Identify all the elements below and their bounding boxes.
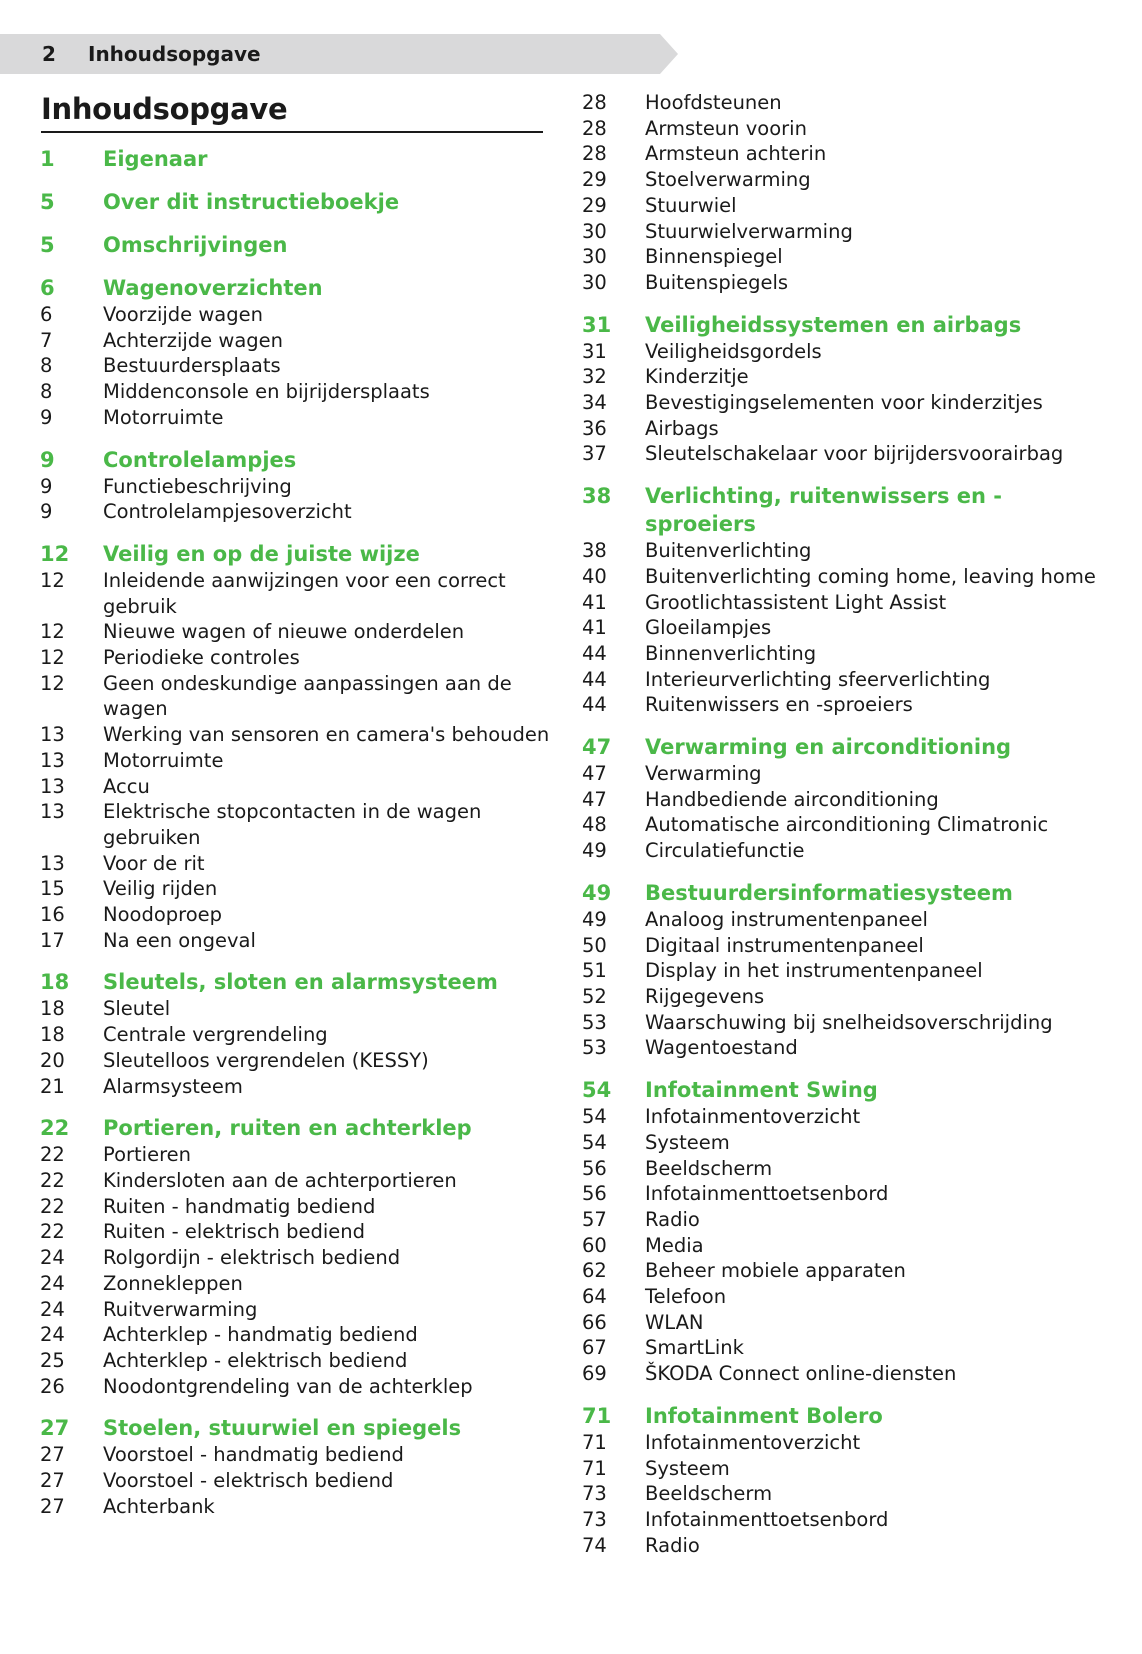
toc-page-number: 74	[582, 1533, 607, 1557]
toc-entry-title: Na een ongeval	[103, 928, 256, 952]
toc-entry-title: Sleutel	[103, 997, 171, 1021]
toc-page-number: 24	[40, 1323, 65, 1347]
toc-page-number: 29	[582, 193, 607, 217]
toc-entry-title: Bevestigingselementen voor kinderzitjes	[645, 391, 1043, 415]
toc-page-number: 40	[582, 564, 607, 588]
toc-entry-title: Radio	[645, 1207, 700, 1231]
toc-entry[interactable]	[40, 722, 560, 748]
toc-entry[interactable]	[40, 1374, 560, 1400]
toc-entry-title: Accu	[103, 774, 150, 798]
toc-entry[interactable]	[582, 141, 1102, 167]
toc-page-number: 73	[582, 1482, 607, 1506]
toc-page-number: 30	[582, 219, 607, 243]
toc-section-heading[interactable]	[40, 1114, 560, 1142]
toc-entry-title: Portieren	[103, 1143, 192, 1167]
toc-page-number: 1	[40, 147, 55, 171]
toc-entry-title: Elektrische stopcontacten in de wagen gebruiken	[103, 800, 482, 849]
toc-entry[interactable]	[40, 1074, 560, 1100]
toc-entry[interactable]	[582, 641, 1102, 667]
toc-entry-title: Wagentoestand	[645, 1036, 798, 1060]
toc-page-number: 54	[582, 1105, 607, 1129]
toc-entry[interactable]	[582, 90, 1102, 116]
header-title: Inhoudsopgave	[88, 42, 261, 66]
toc-entry[interactable]	[582, 812, 1102, 838]
toc-page-number: 71	[582, 1456, 607, 1480]
toc-entry[interactable]	[40, 1022, 560, 1048]
toc-entry[interactable]	[40, 1468, 560, 1494]
toc-page-number: 12	[40, 620, 65, 644]
toc-entry[interactable]	[582, 270, 1102, 296]
toc-entry[interactable]	[582, 984, 1102, 1010]
toc-entry-title: Verwarming en airconditioning	[645, 735, 1012, 760]
page-number: 2	[42, 42, 56, 66]
toc-page-number: 60	[582, 1233, 607, 1257]
toc-entry[interactable]	[40, 1494, 560, 1520]
toc-page-number: 31	[582, 312, 612, 337]
toc-entry-title: Sleutelloos vergrendelen (KESSY)	[103, 1048, 429, 1072]
toc-page-number: 49	[582, 907, 607, 931]
toc-section-heading[interactable]	[582, 1076, 1102, 1104]
page-title: Inhoudsopgave	[41, 92, 288, 126]
toc-page-number: 44	[582, 641, 607, 665]
toc-page-number: 49	[582, 839, 607, 863]
toc-entry-title: Automatische airconditioning Climatronic	[645, 813, 1049, 837]
toc-entry[interactable]	[40, 996, 560, 1022]
toc-entry-title: Nieuwe wagen of nieuwe onderdelen	[103, 620, 465, 644]
toc-section-heading[interactable]	[582, 482, 1102, 538]
toc-page-number: 27	[40, 1494, 65, 1518]
toc-entry[interactable]	[582, 1258, 1102, 1284]
toc-page-number: 9	[40, 500, 53, 524]
toc-page-number: 38	[582, 539, 607, 563]
toc-page-number: 71	[582, 1430, 607, 1454]
toc-entry-title: Analoog instrumentenpaneel	[645, 907, 928, 931]
toc-page-number: 28	[582, 91, 607, 114]
toc-entry[interactable]	[40, 499, 560, 525]
toc-page-number: 38	[582, 484, 612, 509]
toc-section-heading[interactable]	[40, 274, 560, 302]
toc-entry[interactable]	[582, 167, 1102, 193]
toc-page-number: 22	[40, 1168, 65, 1192]
toc-entry[interactable]	[582, 116, 1102, 142]
toc-entry[interactable]	[582, 787, 1102, 813]
toc-entry[interactable]	[582, 1361, 1102, 1387]
toc-entry[interactable]	[582, 1130, 1102, 1156]
toc-entry[interactable]	[582, 416, 1102, 442]
toc-section-heading[interactable]	[40, 1414, 560, 1442]
toc-entry[interactable]	[40, 1271, 560, 1297]
toc-entry-title: Stuurwiel	[645, 193, 737, 217]
toc-entry-title: WLAN	[645, 1310, 704, 1334]
toc-page-number: 25	[40, 1348, 65, 1372]
toc-entry-title: Media	[645, 1233, 704, 1257]
toc-entry-title: Grootlichtassistent Light Assist	[645, 590, 947, 614]
toc-page-number: 71	[582, 1403, 612, 1428]
toc-page-number: 41	[582, 616, 607, 640]
toc-section-heading[interactable]	[40, 231, 560, 259]
toc-entry-title: Wagenoverzichten	[103, 276, 323, 300]
toc-entry-title: Waarschuwing bij snelheidsoverschrijding	[645, 1010, 1053, 1034]
toc-entry-title: Infotainment Swing	[645, 1078, 878, 1103]
toc-page-number: 22	[40, 1143, 65, 1167]
toc-section-heading[interactable]	[40, 145, 560, 173]
toc-page-number: 13	[40, 800, 65, 824]
toc-entry-title: Hoofdsteunen	[645, 91, 782, 114]
toc-page-number: 31	[582, 339, 607, 363]
toc-page-number: 8	[40, 354, 53, 378]
toc-entry[interactable]	[582, 219, 1102, 245]
toc-page-number: 49	[582, 880, 612, 905]
toc-entry-title: Beheer mobiele apparaten	[645, 1259, 906, 1283]
toc-page-number: 54	[582, 1130, 607, 1154]
toc-page-number: 52	[582, 984, 607, 1008]
toc-entry[interactable]	[582, 1481, 1102, 1507]
toc-entry[interactable]	[40, 1194, 560, 1220]
toc-entry[interactable]	[582, 538, 1102, 564]
toc-entry-title: Stoelen, stuurwiel en spiegels	[103, 1416, 462, 1441]
toc-page-number: 53	[582, 1010, 607, 1034]
toc-entry-title: Bestuurdersplaats	[103, 354, 281, 378]
toc-entry-title: Gloeilampjes	[645, 616, 772, 640]
toc-entry-title: Infotainmentoverzicht	[645, 1430, 861, 1454]
toc-entry-title: Over dit instructieboekje	[103, 190, 400, 214]
toc-entry-title: Voorzijde wagen	[103, 303, 263, 326]
toc-page-number: 32	[582, 365, 607, 389]
toc-entry[interactable]	[582, 1335, 1102, 1361]
toc-entry-title: Voorstoel - elektrisch bediend	[103, 1469, 394, 1493]
toc-entry-title: Interieurverlichting sfeerverlichting	[645, 667, 991, 691]
toc-entry-title: Infotainmenttoetsenbord	[645, 1507, 889, 1531]
toc-entry[interactable]	[582, 244, 1102, 270]
toc-entry[interactable]	[582, 564, 1102, 590]
toc-entry[interactable]	[582, 339, 1102, 365]
toc-entry-title: Voor de rit	[103, 851, 205, 875]
toc-entry[interactable]	[40, 619, 560, 645]
toc-page-number: 13	[40, 851, 65, 875]
toc-entry-title: Armsteun achterin	[645, 142, 827, 166]
toc-entry-title: Airbags	[645, 416, 719, 440]
toc-entry-title: Sleutelschakelaar voor bijrijdersvoorairbag	[645, 442, 1064, 466]
toc-page-number: 21	[40, 1074, 65, 1098]
toc-entry[interactable]	[40, 748, 560, 774]
toc-entry[interactable]	[40, 851, 560, 877]
toc-page-number: 27	[40, 1469, 65, 1493]
toc-entry-title: Voorstoel - handmatig bediend	[103, 1443, 404, 1467]
toc-entry[interactable]	[582, 692, 1102, 718]
toc-entry[interactable]	[40, 1297, 560, 1323]
toc-entry-title: Infotainmenttoetsenbord	[645, 1182, 889, 1206]
toc-entry-title: Centrale vergrendeling	[103, 1023, 328, 1047]
toc-entry-title: Periodieke controles	[103, 646, 300, 670]
toc-entry-title: Systeem	[645, 1130, 730, 1154]
toc-entry[interactable]	[582, 667, 1102, 693]
toc-page-number: 12	[40, 568, 65, 592]
toc-entry-title: Stuurwielverwarming	[645, 219, 853, 243]
toc-page-number: 24	[40, 1246, 65, 1270]
toc-entry-title: Veiligheidssystemen en airbags	[645, 312, 1022, 337]
toc-section-heading[interactable]	[582, 733, 1102, 761]
toc-entry[interactable]	[582, 441, 1102, 467]
toc-page-number: 34	[582, 391, 607, 415]
toc-page-number: 37	[582, 442, 607, 466]
toc-entry[interactable]	[40, 328, 560, 354]
toc-page-number: 26	[40, 1374, 65, 1398]
toc-entry[interactable]	[582, 615, 1102, 641]
toc-entry[interactable]	[40, 568, 560, 619]
toc-section-heading[interactable]	[582, 311, 1102, 339]
toc-entry[interactable]	[40, 353, 560, 379]
toc-entry-title: Telefoon	[645, 1285, 727, 1309]
toc-page-number: 57	[582, 1207, 607, 1231]
toc-entry[interactable]	[582, 1181, 1102, 1207]
toc-entry-title: Ruiten - handmatig bediend	[103, 1194, 376, 1218]
toc-page-number: 50	[582, 933, 607, 957]
toc-entry-title: Alarmsysteem	[103, 1074, 243, 1098]
toc-entry[interactable]	[582, 1310, 1102, 1336]
toc-entry-title: Rolgordijn - elektrisch bediend	[103, 1246, 401, 1270]
toc-entry[interactable]	[582, 364, 1102, 390]
toc-entry[interactable]	[40, 902, 560, 928]
toc-entry-title: Achterzijde wagen	[103, 328, 284, 352]
toc-entry[interactable]	[582, 761, 1102, 787]
toc-page-number: 30	[582, 245, 607, 269]
toc-page-number: 16	[40, 903, 65, 927]
toc-page-number: 27	[40, 1443, 65, 1467]
toc-section-heading[interactable]	[40, 446, 560, 474]
toc-page-number: 44	[582, 693, 607, 717]
toc-entry-title: ŠKODA Connect online-diensten	[645, 1362, 957, 1386]
toc-page-number: 13	[40, 774, 65, 798]
toc-page-number: 47	[582, 787, 607, 811]
toc-entry[interactable]	[582, 1233, 1102, 1259]
toc-page-number: 54	[582, 1078, 612, 1103]
toc-entry-title: Noodontgrendeling van de achterklep	[103, 1374, 473, 1398]
toc-entry-title: Sleutels, sloten en alarmsysteem	[103, 970, 498, 995]
toc-entry-title: Veiligheidsgordels	[645, 339, 822, 363]
toc-entry[interactable]	[40, 671, 560, 722]
toc-entry[interactable]	[582, 390, 1102, 416]
toc-entry[interactable]	[582, 1456, 1102, 1482]
toc-page-number: 6	[40, 303, 53, 326]
toc-entry-title: Functiebeschrijving	[103, 474, 292, 498]
toc-entry[interactable]	[40, 1142, 560, 1168]
toc-entry-title: Middenconsole en bijrijdersplaats	[103, 380, 430, 404]
toc-page-number: 18	[40, 997, 65, 1021]
toc-page-number: 7	[40, 328, 53, 352]
toc-entry-title: Inleidende aanwijzingen voor een correct gebruik	[103, 568, 506, 618]
toc-entry-title: Binnenspiegel	[645, 245, 783, 269]
toc-page-number: 27	[40, 1416, 70, 1441]
toc-entry[interactable]	[40, 1245, 560, 1271]
toc-page-number: 24	[40, 1271, 65, 1295]
title-divider	[41, 131, 543, 133]
toc-entry[interactable]	[582, 1156, 1102, 1182]
toc-entry-title: Systeem	[645, 1456, 730, 1480]
toc-page-number: 44	[582, 667, 607, 691]
toc-entry[interactable]	[40, 928, 560, 954]
toc-page-number: 56	[582, 1182, 607, 1206]
toc-entry[interactable]	[40, 379, 560, 405]
toc-entry[interactable]	[40, 302, 560, 328]
toc-page-number: 12	[40, 646, 65, 670]
toc-entry[interactable]	[40, 645, 560, 671]
toc-entry-title: Eigenaar	[103, 147, 208, 171]
toc-entry[interactable]	[40, 1442, 560, 1468]
toc-entry[interactable]	[40, 474, 560, 500]
toc-page-number: 9	[40, 474, 53, 498]
toc-page-number: 29	[582, 168, 607, 192]
toc-entry-title: Ruiten - elektrisch bediend	[103, 1220, 366, 1244]
toc-entry-title: Handbediende airconditioning	[645, 787, 939, 811]
toc-page-number: 8	[40, 380, 53, 404]
toc-entry-title: Veilig rijden	[103, 877, 218, 901]
toc-section-heading[interactable]	[40, 188, 560, 216]
toc-page-number: 20	[40, 1048, 65, 1072]
toc-entry-title: Circulatiefunctie	[645, 839, 805, 863]
toc-page-number: 24	[40, 1297, 65, 1321]
toc-page-number: 15	[40, 877, 65, 901]
toc-entry-title: Buitenverlichting coming home, leaving home	[645, 564, 1096, 588]
toc-page-number: 53	[582, 1036, 607, 1060]
toc-page-number: 56	[582, 1156, 607, 1180]
toc-entry[interactable]	[40, 1048, 560, 1074]
toc-entry-title: Zonnekleppen	[103, 1271, 243, 1295]
toc-page-number: 36	[582, 416, 607, 440]
toc-entry-title: Werking van sensoren en camera's behouden	[103, 723, 550, 747]
toc-entry-title: Infotainment Bolero	[645, 1403, 883, 1428]
toc-page-number: 47	[582, 735, 612, 760]
toc-page-number: 30	[582, 270, 607, 294]
toc-entry[interactable]	[582, 1035, 1102, 1061]
toc-page-number: 41	[582, 590, 607, 614]
toc-entry-title: Kindersloten aan de achterportieren	[103, 1168, 457, 1192]
toc-page-number: 9	[40, 447, 55, 472]
toc-entry[interactable]	[582, 590, 1102, 616]
toc-page-number: 66	[582, 1310, 607, 1334]
toc-entry-title: Stoelverwarming	[645, 168, 811, 192]
toc-page-number: 22	[40, 1116, 70, 1141]
toc-entry-title: Radio	[645, 1533, 700, 1557]
toc-entry[interactable]	[582, 1010, 1102, 1036]
toc-entry-title: Motorruimte	[103, 748, 224, 772]
toc-page-number: 9	[40, 405, 53, 429]
toc-section-heading[interactable]	[582, 879, 1102, 907]
toc-section-heading[interactable]	[582, 1402, 1102, 1430]
toc-page-number: 69	[582, 1362, 607, 1386]
toc-entry-title: Controlelampjesoverzicht	[103, 500, 352, 524]
toc-entry[interactable]	[40, 405, 560, 431]
toc-page-number: 13	[40, 723, 65, 747]
toc-entry-title: Beeldscherm	[645, 1482, 773, 1506]
toc-entry[interactable]	[40, 1348, 560, 1374]
toc-entry-title: Achterklep - elektrisch bediend	[103, 1348, 408, 1372]
toc-entry[interactable]	[582, 1104, 1102, 1130]
toc-page-number: 6	[40, 276, 55, 300]
toc-right-column	[582, 90, 1102, 1558]
toc-page-number: 47	[582, 762, 607, 786]
toc-entry-title: Binnenverlichting	[645, 641, 817, 665]
toc-entry[interactable]	[582, 1207, 1102, 1233]
toc-entry[interactable]	[40, 876, 560, 902]
toc-entry-title: Digitaal instrumentenpaneel	[645, 933, 924, 957]
toc-entry[interactable]	[40, 1168, 560, 1194]
toc-entry-title: Portieren, ruiten en achterklep	[103, 1116, 472, 1141]
toc-entry-title: Display in het instrumentenpaneel	[645, 959, 983, 983]
toc-entry[interactable]	[582, 193, 1102, 219]
toc-page-number: 18	[40, 970, 70, 995]
toc-page-number: 64	[582, 1285, 607, 1309]
toc-entry-title: Ruitverwarming	[103, 1297, 258, 1321]
toc-entry-title: Armsteun voorin	[645, 116, 807, 140]
toc-page-number: 5	[40, 190, 55, 214]
toc-entry[interactable]	[582, 907, 1102, 933]
toc-entry-title: Beeldscherm	[645, 1156, 773, 1180]
toc-page-number: 73	[582, 1507, 607, 1531]
toc-entry-title: Kinderzitje	[645, 365, 749, 389]
toc-entry[interactable]	[40, 1219, 560, 1245]
toc-entry-title: Ruitenwissers en -sproeiers	[645, 693, 913, 717]
toc-entry[interactable]	[40, 799, 560, 850]
toc-left-column	[40, 145, 560, 1519]
toc-entry[interactable]	[582, 1430, 1102, 1456]
toc-entry[interactable]	[582, 1284, 1102, 1310]
toc-entry-title: Omschrijvingen	[103, 233, 288, 257]
toc-entry[interactable]	[40, 774, 560, 800]
toc-entry[interactable]	[40, 1322, 560, 1348]
toc-page-number: 22	[40, 1220, 65, 1244]
toc-page-number: 18	[40, 1023, 65, 1047]
toc-entry-title: Verwarming	[645, 762, 762, 786]
toc-page-number: 17	[40, 928, 65, 952]
toc-entry[interactable]	[582, 838, 1102, 864]
toc-entry-title: Infotainmentoverzicht	[645, 1105, 861, 1129]
toc-entry-title: Veilig en op de juiste wijze	[103, 541, 420, 566]
toc-entry-title: Buitenverlichting	[645, 539, 812, 563]
toc-page-number: 13	[40, 748, 65, 772]
toc-page-number: 28	[582, 142, 607, 166]
toc-entry-title: Achterklep - handmatig bediend	[103, 1323, 418, 1347]
toc-entry-title: Motorruimte	[103, 405, 224, 429]
toc-section-heading[interactable]	[40, 540, 560, 568]
toc-entry-title: Geen ondeskundige aanpassingen aan de wagen	[103, 671, 512, 721]
toc-entry[interactable]	[582, 933, 1102, 959]
toc-page-number: 22	[40, 1194, 65, 1218]
toc-entry[interactable]	[582, 1533, 1102, 1559]
toc-page-number: 67	[582, 1336, 607, 1360]
toc-entry[interactable]	[582, 1507, 1102, 1533]
toc-entry[interactable]	[582, 958, 1102, 984]
toc-section-heading[interactable]	[40, 968, 560, 996]
toc-page-number: 48	[582, 813, 607, 837]
toc-entry-title: SmartLink	[645, 1336, 744, 1360]
toc-entry-title: Rijgegevens	[645, 984, 765, 1008]
toc-page-number: 51	[582, 959, 607, 983]
toc-entry-title: Achterbank	[103, 1494, 215, 1518]
toc-page-number: 12	[40, 671, 65, 695]
toc-entry-title: Noodoproep	[103, 903, 223, 927]
toc-page-number: 5	[40, 233, 55, 257]
toc-entry-title: Bestuurdersinformatiesysteem	[645, 880, 1013, 905]
toc-entry-title: Controlelampjes	[103, 447, 297, 472]
toc-page-number: 62	[582, 1259, 607, 1283]
toc-entry-title: Buitenspiegels	[645, 270, 789, 294]
toc-page-number: 28	[582, 116, 607, 140]
toc-entry-title: Verlichting, ruitenwissers en -sproeiers	[645, 484, 1002, 537]
toc-page-number: 12	[40, 541, 70, 566]
